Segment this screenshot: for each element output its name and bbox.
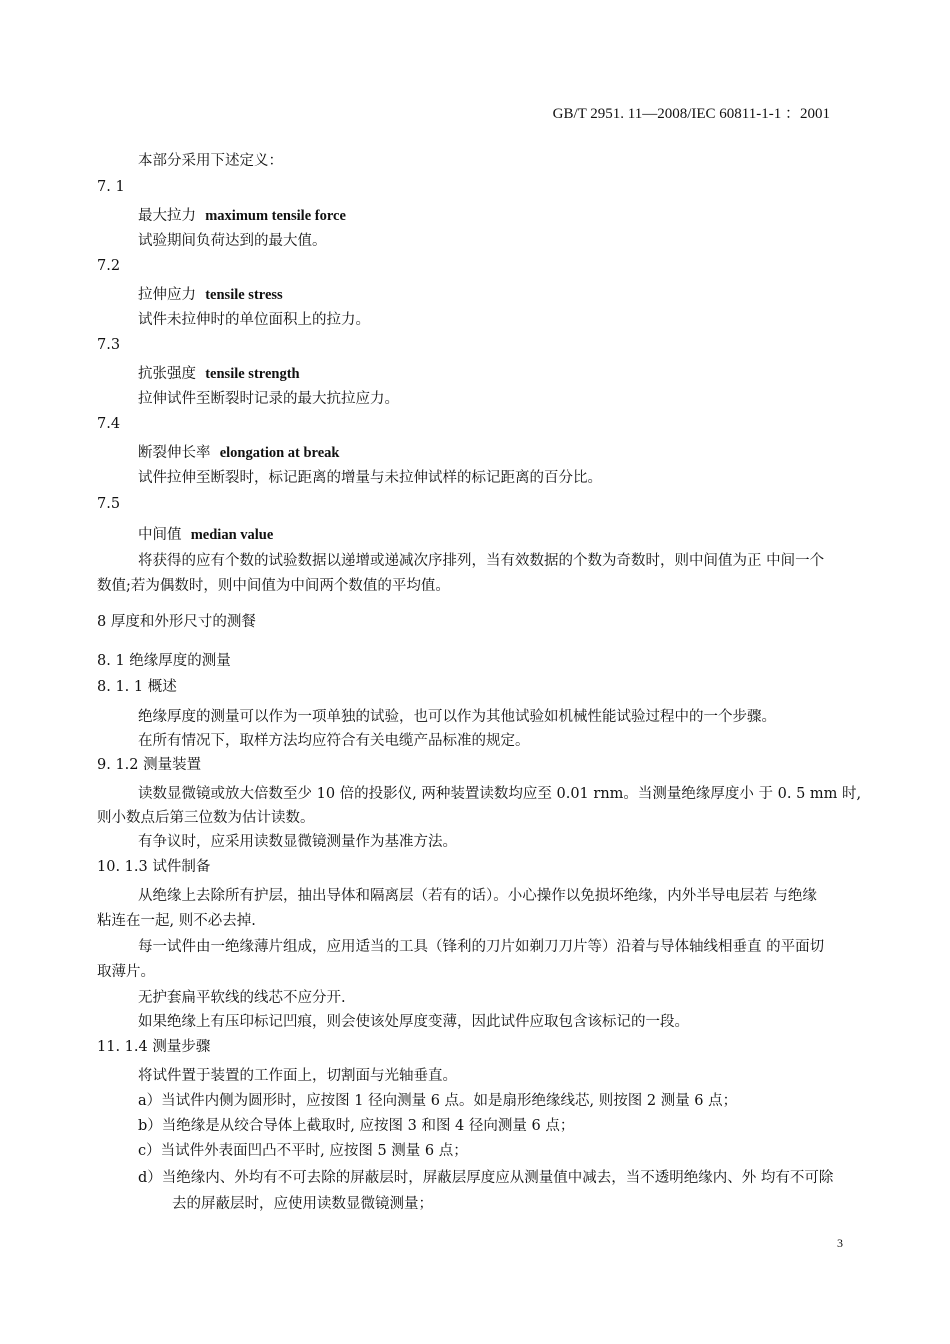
list-item: c）当试件外表面凹凸不平时, 应按图 5 测量 6 点； [138,1143,468,1159]
paragraph: 在所有情况下，取样方法均应符合有关电缆产品标准的规定。 [138,733,530,749]
subsection-heading: 8. 1. 1 概述 [97,679,177,695]
paragraph: 绝缘厚度的测量可以作为一项单独的试验，也可以作为其他试验如机械性能试验过程中的一个步骤。 [138,709,776,725]
paragraph: 如果绝缘上有压印标记凹痕，则会使该处厚度变薄，因此试件应取包含该标记的一段。 [138,1014,689,1030]
term-zh: 最大拉力 [138,208,196,224]
term-zh: 断裂伸长率 [138,445,211,461]
paragraph: 读数显微镜或放大倍数至少 10 倍的投影仪, 两种装置读数均应至 0.01 rnm。当测量绝缘厚度小 于 0. 5 mm 时, [138,786,862,802]
list-item: a）当试件内侧为圆形时，应按图 1 径向测量 6 点。如是扇形绝缘线芯, 则按图 2 测量 6 点； [138,1093,738,1109]
def-number: 7.5 [97,496,121,512]
subsection-heading: 8. 1 绝缘厚度的测量 [97,653,231,669]
def-number: 7.4 [97,416,121,432]
def-description: 试验期间负荷达到的最大值。 [138,233,327,249]
paragraph: 每一试件由一绝缘薄片组成，应用适当的工具（锋利的刀片如剃刀刀片等）沿着与导体轴线相垂直 的平面切 [138,939,825,955]
list-item: d）当绝缘内、外均有不可去除的屏蔽层时，屏蔽层厚度应从测量值中减去，当不透明绝缘内、外 均有不可除 [138,1170,834,1186]
def-description: 将获得的应有个数的试验数据以递增或递减次序排列，当有效数据的个数为奇数时，则中间值为正 中间一个 [138,553,825,569]
term-en: tensile strength [205,366,300,382]
def-term [138,285,283,305]
paragraph: 将试件置于装置的工作面上，切割面与光轴垂直。 [138,1068,457,1084]
def-description-cont: 数值;若为偶数时，则中间值为中间两个数值的平均值。 [97,578,450,594]
term-en: elongation at break [219,445,340,461]
list-item: b）当绝缘是从绞合导体上截取时, 应按图 3 和图 4 径向测量 6 点； [138,1118,575,1134]
subsection-heading: 10. 1.3 试件制备 [97,859,211,875]
paragraph-cont: 则小数点后第三位数为估计读数。 [97,810,315,826]
def-number: 7.3 [97,337,121,353]
term-en: tensile stress [205,287,283,303]
page-number: 3 [837,1236,843,1250]
subsection-heading: 11. 1.4 测量步骤 [97,1039,211,1055]
def-number: 7.2 [97,258,121,274]
term-en: maximum tensile force [205,208,346,224]
term-en: median value [190,527,274,543]
term-zh: 拉伸应力 [138,287,196,303]
section-heading: 8 厚度和外形尺寸的测餐 [97,614,256,630]
subsection-heading: 9. 1.2 测量装置 [97,757,202,773]
paragraph: 有争议时，应采用读数显微镜测量作为基准方法。 [138,834,457,850]
def-term [138,364,300,384]
page-header: GB/T 2951. 11—2008/IEC 60811-1-1 ：2001 [552,106,830,122]
paragraph-cont: 粘连在一起, 则不必去掉. [97,913,256,929]
list-item-cont: 去的屏蔽层时，应使用读数显微镜测量； [172,1196,433,1212]
def-number: 7. 1 [97,179,125,195]
intro-text: 本部分采用下述定义： [138,153,283,169]
term-zh: 中间值 [138,527,182,543]
def-term [138,443,340,463]
term-zh: 抗张强度 [138,366,196,382]
def-term [138,525,273,545]
paragraph: 从绝缘上去除所有护层，抽出导体和隔离层（若有的话）。小心操作以免损坏绝缘，内外半导电层若 与绝缘 [138,888,817,904]
paragraph: 无护套扁平软线的线芯不应分开. [138,990,346,1006]
paragraph-cont: 取薄片。 [97,964,155,980]
def-description: 拉伸试件至断裂时记录的最大抗拉应力。 [138,391,399,407]
def-description: 试件拉伸至断裂时，标记距离的增量与未拉伸试样的标记距离的百分比。 [138,470,602,486]
def-description: 试件未拉伸时的单位面积上的拉力。 [138,312,370,328]
def-term [138,206,346,226]
